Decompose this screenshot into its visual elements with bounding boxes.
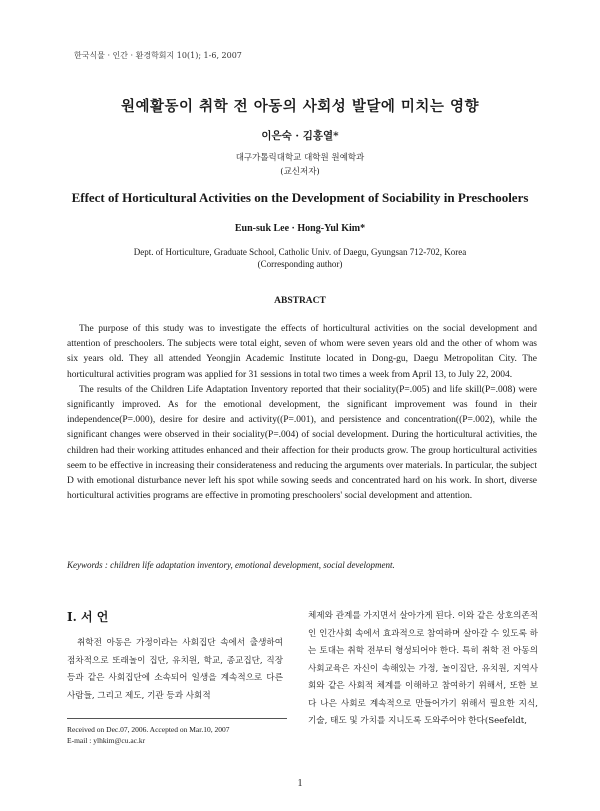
footnote-received: Received on Dec.07, 2006. Accepted on Mar.10, 2007 bbox=[67, 725, 230, 734]
korean-affiliation-block bbox=[0, 151, 600, 179]
intro-right-column bbox=[308, 608, 538, 731]
abstract-paragraph-2: The results of the Children Life Adaptation Inventory reported that their sociality(P=.005) and life skill(P=.008) were significantly improved. As for the emotional development, the significant improvement was found in their independence(P=.000), desire for desire and activity((P=.001), and persistence and concentration((P=.002), while the significant changes were observed in their sociality(P=.004) of social development. During the horticultural activities, the children had their working attitudes enhanced and their affection for their products grow. The group horticultural activities seem to be effective in increasing their considerateness and reducing the arguments over materials. In particular, the subject D with emotional disturbance never left his spot while sowing seeds and concentrated hard on his work. In short, diverse horticultural activities programs are effective in promoting preschoolers' social development and attention. bbox=[67, 384, 537, 502]
english-authors: Eun-suk Lee · Hong-Yul Kim* bbox=[234, 223, 366, 234]
english-affiliation-block bbox=[0, 246, 600, 270]
journal-citation: 한국식물 · 인간 · 환경학회지 10(1); 1-6, 2007 bbox=[74, 51, 242, 60]
footnote-divider bbox=[67, 718, 287, 719]
footnote-email: E-mail : ylhkim@cu.ac.kr bbox=[67, 736, 146, 745]
korean-authors: 이은숙 · 김홍열* bbox=[261, 130, 339, 142]
abstract-heading: ABSTRACT bbox=[274, 296, 326, 306]
korean-title: 원예활동이 취학 전 아동의 사회성 발달에 미치는 영향 bbox=[121, 98, 479, 115]
intro-left-column bbox=[67, 608, 283, 705]
page-number: 1 bbox=[297, 778, 303, 789]
abstract-paragraph-1: The purpose of this study was to investigate the effects of horticultural activities on the social development and attention of preschoolers. The subjects were total eight, seven of whom were seven years old and the other of whom was six years old. They all attended Yeongjin Academic Institute located in Dong-gu, Daegu Metropolitan City. The horticultural activities program was applied for 31 sessions in total two times a week from April 13, to July 22, 2004. bbox=[67, 324, 537, 380]
intro-right-text: 체제와 관계를 가지면서 살아가게 된다. 이와 같은 상호의존적인 인간사회 속에서 효과적으로 참여하며 살아갈 수 있도록 하는 토대는 취학 전부터 형성되어야 한다. 특히 취학 전 아동의 사회교육은 자신이 속해있는 가정, 놀이집단, 유치원, 지역사회와 같은 사회적 체계를 이해하고 참여하기 위해서, 또한 보다 나은 사회로 계속적으로 만들어가기 위해서 필요한 지식, 기술, 태도 및 가치를 지니도록 도와주어야 한다(Seefeldt, bbox=[308, 611, 538, 726]
korean-affiliation: 대구가톨릭대학교 대학원 원예학과 bbox=[235, 153, 365, 163]
english-corresponding-note: (Corresponding author) bbox=[257, 259, 343, 269]
abstract-body bbox=[67, 322, 537, 504]
english-title: Effect of Horticultural Activities on the Development of Sociability in Preschoolers bbox=[71, 190, 529, 205]
korean-corresponding-note: (교신저자) bbox=[280, 167, 320, 177]
keywords: Keywords : children life adaptation inventory, emotional development, social development. bbox=[67, 560, 395, 570]
intro-heading: Ⅰ. 서 언 bbox=[67, 610, 109, 624]
intro-left-text: 취학전 아동은 가정이라는 사회집단 속에서 출생하여 점차적으로 또래놀이 집단, 유치원, 학교, 종교집단, 직장 등과 같은 사회집단에 소속되어 일생을 계속적으로 다른 사람들, 그리고 제도, 기관 등과 사회적 bbox=[67, 638, 283, 701]
footnote bbox=[67, 724, 229, 746]
english-affiliation: Dept. of Horticulture, Graduate School, Catholic Univ. of Daegu, Gyungsan 712-702, Korea bbox=[133, 247, 467, 257]
